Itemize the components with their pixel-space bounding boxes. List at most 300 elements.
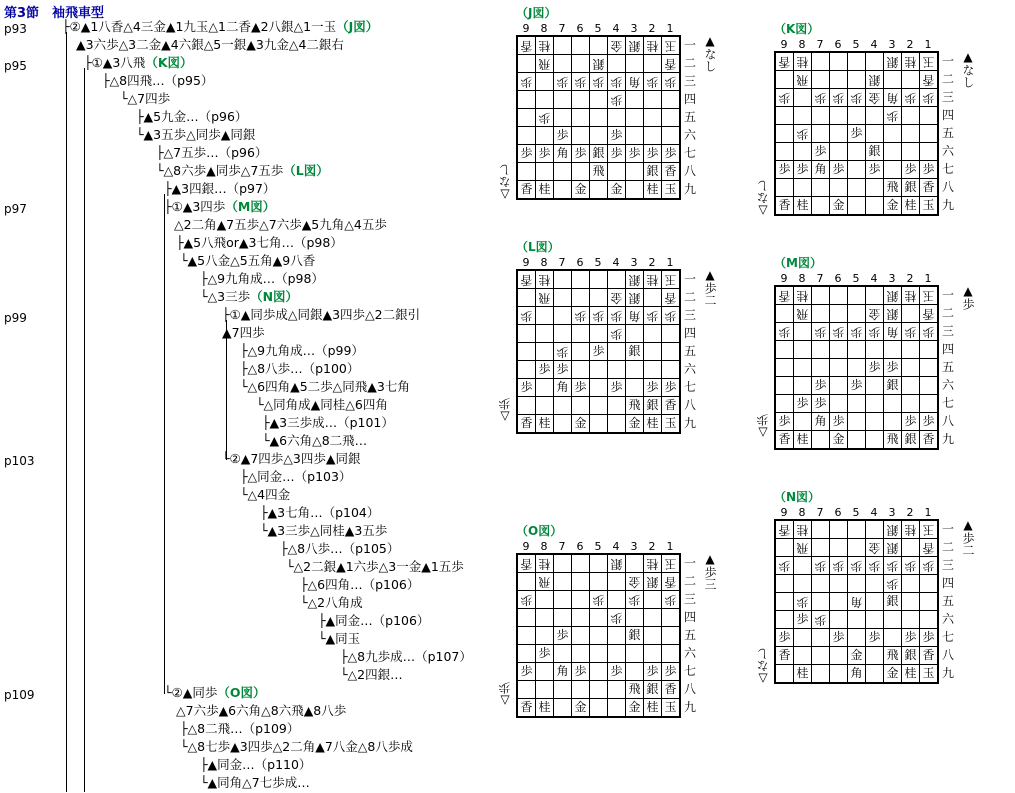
board-square: 桂 (644, 181, 661, 198)
file-label: 8 (540, 22, 548, 35)
board-square (554, 415, 571, 432)
board-square (812, 359, 829, 376)
tree-move-text: ├①▲3四歩 (164, 199, 226, 214)
board-square: 銀 (902, 179, 919, 196)
board-square (644, 645, 661, 662)
tree-move-text: └▲5八金△5五角▲9八香 (180, 253, 316, 268)
board-square (590, 627, 607, 644)
board-square (776, 665, 793, 682)
board-square (590, 663, 607, 680)
board-square: 歩 (644, 379, 661, 396)
tree-move-text: └②▲7四歩△3四歩▲同銀 (222, 451, 361, 466)
board-square (902, 107, 919, 124)
board-square (866, 665, 883, 682)
file-label: 3 (888, 272, 896, 285)
board-square (920, 593, 937, 610)
board-square (812, 629, 829, 646)
tree-move-text: ├▲同金…（p106） (318, 613, 430, 628)
board-square: 歩 (920, 629, 937, 646)
board-square: 歩 (812, 89, 829, 106)
file-label: 4 (612, 540, 620, 553)
tree-guide-line (164, 194, 165, 694)
board-square: 歩 (644, 307, 661, 324)
tree-line (222, 324, 265, 341)
rank-label: 二 (942, 72, 955, 86)
file-label: 5 (852, 38, 860, 51)
board-square (536, 163, 553, 180)
board-square (662, 91, 679, 108)
board-square (554, 271, 571, 288)
board-square (626, 163, 643, 180)
board-square: 角 (884, 323, 901, 340)
board-square: 玉 (920, 197, 937, 214)
rank-label: 七 (684, 664, 697, 678)
board-square (554, 609, 571, 626)
board-square (794, 89, 811, 106)
board-square (848, 161, 865, 178)
board-square: 飛 (536, 289, 553, 306)
board-square (590, 609, 607, 626)
diagram-marker: （N図） (250, 289, 299, 304)
board-square: 歩 (812, 377, 829, 394)
board-square (554, 163, 571, 180)
tree-line (222, 450, 360, 467)
rank-label: 二 (684, 574, 697, 588)
rank-label: 六 (684, 646, 697, 660)
board-square (884, 395, 901, 412)
board-square (554, 109, 571, 126)
board-square (848, 359, 865, 376)
file-label: 6 (576, 540, 584, 553)
rank-label: 六 (942, 144, 955, 158)
tree-move-text: ├▲同金…（p110） (200, 757, 312, 772)
board-square (518, 325, 535, 342)
board-square: 歩 (590, 343, 607, 360)
board-square (830, 395, 847, 412)
tree-line (262, 432, 367, 449)
board-square (518, 361, 535, 378)
file-label: 8 (798, 38, 806, 51)
board-square: 歩 (830, 161, 847, 178)
board-square: 歩 (536, 645, 553, 662)
board-square: 香 (518, 181, 535, 198)
board-square (830, 341, 847, 358)
board-square (662, 361, 679, 378)
board-square: 銀 (644, 163, 661, 180)
board-square: 香 (776, 431, 793, 448)
board-square (590, 681, 607, 698)
board-square (572, 163, 589, 180)
board-square: 角 (812, 413, 829, 430)
diagram-marker: （K図） (145, 55, 193, 70)
rank-label: 三 (942, 558, 955, 572)
rank-label: 七 (684, 380, 697, 394)
tree-move-text: └△2八角成 (300, 595, 363, 610)
board-square (608, 109, 625, 126)
board-square (848, 395, 865, 412)
rank-label: 二 (684, 290, 697, 304)
board-square: 金 (626, 415, 643, 432)
board-square (920, 377, 937, 394)
board-square: 歩 (608, 127, 625, 144)
board-square (536, 627, 553, 644)
board-square: 桂 (902, 197, 919, 214)
board-square (554, 289, 571, 306)
diagram-title: （M図） (774, 256, 822, 270)
board-square: 桂 (794, 53, 811, 70)
rank-label: 一 (942, 288, 955, 302)
board-square: 桂 (536, 181, 553, 198)
board-square (920, 395, 937, 412)
board-square (866, 107, 883, 124)
board-square (830, 539, 847, 556)
board-square (554, 37, 571, 54)
board-square (662, 609, 679, 626)
board-square (902, 305, 919, 322)
board-square: 銀 (626, 289, 643, 306)
board-square (590, 361, 607, 378)
board-square (554, 325, 571, 342)
board-square (866, 611, 883, 628)
diagram-title: （L図） (516, 240, 560, 254)
board-square (794, 341, 811, 358)
board-square: 歩 (662, 145, 679, 162)
rank-label: 九 (684, 700, 697, 714)
tree-line (200, 756, 311, 773)
board-square: 銀 (644, 573, 661, 590)
board-square: 玉 (920, 287, 937, 304)
board-square (626, 361, 643, 378)
board-square (794, 647, 811, 664)
board-square: 歩 (608, 73, 625, 90)
rank-label: 一 (942, 54, 955, 68)
file-label: 5 (852, 272, 860, 285)
board-square: 香 (776, 647, 793, 664)
tree-line (164, 180, 275, 197)
board-square (572, 289, 589, 306)
board-square: 歩 (536, 361, 553, 378)
board-square (554, 91, 571, 108)
rank-label: 六 (942, 378, 955, 392)
board-square (590, 699, 607, 716)
board-square (920, 143, 937, 160)
board-square (608, 163, 625, 180)
board-square: 歩 (776, 161, 793, 178)
file-label: 1 (666, 22, 674, 35)
board-square (626, 127, 643, 144)
tree-line (260, 522, 387, 539)
rank-label: 三 (942, 324, 955, 338)
board-square (626, 325, 643, 342)
board-square (518, 289, 535, 306)
board-square: 歩 (920, 161, 937, 178)
board-square (662, 627, 679, 644)
board-square (536, 379, 553, 396)
board-square: 歩 (848, 557, 865, 574)
rank-label: 七 (942, 162, 955, 176)
board-square: 銀 (884, 377, 901, 394)
shogi-board (774, 285, 939, 450)
tree-line (200, 288, 298, 305)
board-square: 香 (662, 55, 679, 72)
tree-move-text: ├②▲1八香△4三金▲1九玉△1二香▲2八銀△1一玉 (62, 19, 337, 34)
board-square (830, 377, 847, 394)
board-square (644, 343, 661, 360)
board-square: 玉 (920, 665, 937, 682)
board-square (902, 341, 919, 358)
board-square: 歩 (608, 379, 625, 396)
board-square: 歩 (644, 73, 661, 90)
tree-move-text: ├△9九角成…（p98） (200, 271, 324, 286)
board-square: 角 (626, 73, 643, 90)
board-square (590, 289, 607, 306)
board-square (920, 611, 937, 628)
file-label: 6 (576, 256, 584, 269)
board-square (848, 197, 865, 214)
board-square: 歩 (662, 379, 679, 396)
rank-label: 三 (684, 74, 697, 88)
board-square: 歩 (866, 161, 883, 178)
board-square: 金 (608, 181, 625, 198)
board-square (866, 179, 883, 196)
board-square: 歩 (812, 611, 829, 628)
file-label: 1 (666, 256, 674, 269)
board-square (776, 395, 793, 412)
file-label: 3 (630, 540, 638, 553)
board-square: 歩 (590, 307, 607, 324)
board-square (572, 343, 589, 360)
board-square: 歩 (590, 73, 607, 90)
rank-label: 五 (942, 360, 955, 374)
board-square: 歩 (776, 413, 793, 430)
tree-move-text: ├▲3三歩成…（p101） (262, 415, 394, 430)
gote-hand: △歩 (498, 682, 512, 708)
board-square: 玉 (662, 37, 679, 54)
board-square: 金 (830, 197, 847, 214)
board-square: 角 (848, 593, 865, 610)
rank-label: 二 (942, 306, 955, 320)
board-square: 金 (884, 665, 901, 682)
rank-label: 三 (684, 308, 697, 322)
board-square: 玉 (920, 521, 937, 538)
board-square (662, 109, 679, 126)
rank-label: 六 (942, 612, 955, 626)
board-square: 歩 (608, 91, 625, 108)
board-square (866, 53, 883, 70)
board-square: 金 (830, 431, 847, 448)
board-square: 香 (920, 539, 937, 556)
board-square: 玉 (662, 699, 679, 716)
board-square: 金 (626, 699, 643, 716)
board-square: 香 (662, 397, 679, 414)
rank-label: 一 (684, 272, 697, 286)
board-square: 桂 (794, 197, 811, 214)
file-label: 5 (594, 540, 602, 553)
board-square: 銀 (866, 71, 883, 88)
board-square (830, 521, 847, 538)
board-square (608, 361, 625, 378)
board-square: 香 (518, 555, 535, 572)
tree-move-text: └▲同玉 (318, 631, 361, 646)
board-square (920, 107, 937, 124)
board-square: 香 (920, 647, 937, 664)
board-square (830, 143, 847, 160)
board-square (848, 287, 865, 304)
board-square (536, 591, 553, 608)
board-square: 金 (608, 289, 625, 306)
board-square: 玉 (662, 415, 679, 432)
rank-label: 五 (942, 126, 955, 140)
tree-move-text: ├△8八歩…（p100） (240, 361, 360, 376)
rank-label: 七 (942, 630, 955, 644)
board-square (902, 395, 919, 412)
board-square (590, 271, 607, 288)
board-square: 桂 (902, 665, 919, 682)
board-square: 歩 (572, 73, 589, 90)
board-square (518, 109, 535, 126)
tree-line (340, 648, 472, 665)
board-square (572, 573, 589, 590)
board-square (572, 271, 589, 288)
board-square (920, 125, 937, 142)
board-square: 金 (866, 305, 883, 322)
board-square (608, 699, 625, 716)
board-square: 歩 (518, 379, 535, 396)
board-square: 歩 (830, 89, 847, 106)
tree-move-text: └②▲同歩 (164, 685, 218, 700)
board-square (536, 663, 553, 680)
tree-line (222, 306, 420, 323)
board-square (776, 575, 793, 592)
board-square: 桂 (794, 521, 811, 538)
tree-move-text: └△8七歩▲3四歩△2二角▲7八金△8八歩成 (180, 739, 413, 754)
tree-line (120, 90, 170, 107)
board-square (920, 359, 937, 376)
sente-hand: ▲歩三 (703, 552, 717, 590)
board-square (776, 305, 793, 322)
board-square: 銀 (884, 305, 901, 322)
board-square: 金 (572, 699, 589, 716)
board-square (572, 361, 589, 378)
tree-move-text: ├▲3四銀…（p97） (164, 181, 276, 196)
file-label: 6 (834, 272, 842, 285)
tree-line (102, 72, 213, 89)
tree-line (156, 144, 267, 161)
file-label: 2 (648, 540, 656, 553)
tree-move-text: └▲3五歩△同歩▲同銀 (136, 127, 256, 142)
board-square (884, 629, 901, 646)
tree-line (240, 342, 364, 359)
board-square: 歩 (884, 557, 901, 574)
diagram-marker: （O図） (217, 685, 266, 700)
board-square (554, 181, 571, 198)
board-square: 歩 (608, 145, 625, 162)
board-square: 香 (920, 305, 937, 322)
board-square (884, 71, 901, 88)
file-label: 4 (870, 272, 878, 285)
board-square: 歩 (812, 143, 829, 160)
page-ref: p109 (4, 688, 35, 702)
board-square (518, 573, 535, 590)
board-square (554, 645, 571, 662)
board-square (794, 575, 811, 592)
file-label: 8 (798, 272, 806, 285)
rank-label: 八 (942, 414, 955, 428)
rank-label: 九 (684, 416, 697, 430)
board-square (572, 55, 589, 72)
file-label: 7 (816, 38, 824, 51)
board-square (644, 109, 661, 126)
board-square (776, 125, 793, 142)
board-square: 桂 (536, 699, 553, 716)
tree-line (84, 54, 193, 71)
board-square (920, 575, 937, 592)
board-square (812, 521, 829, 538)
board-square: 歩 (884, 107, 901, 124)
rank-label: 六 (684, 128, 697, 142)
board-square: 香 (776, 287, 793, 304)
board-square (866, 593, 883, 610)
board-square (572, 555, 589, 572)
gote-hand: △なし (498, 164, 512, 202)
rank-label: 四 (684, 92, 697, 106)
board-square: 香 (776, 521, 793, 538)
tree-guide-line (226, 320, 227, 460)
board-square (830, 71, 847, 88)
board-square: 角 (554, 145, 571, 162)
board-square (626, 663, 643, 680)
board-square: 歩 (848, 377, 865, 394)
board-square (572, 325, 589, 342)
board-square (848, 107, 865, 124)
board-square (590, 397, 607, 414)
board-square: 金 (866, 539, 883, 556)
board-square (794, 413, 811, 430)
board-square (884, 413, 901, 430)
board-square: 歩 (794, 161, 811, 178)
board-square: 歩 (830, 629, 847, 646)
tree-move-text: △7六歩▲6六角△8六飛▲8八歩 (176, 703, 347, 718)
tree-line (318, 612, 429, 629)
board-square: 飛 (884, 431, 901, 448)
board-square: 歩 (572, 145, 589, 162)
diagram-marker: （J図） (336, 19, 379, 34)
board-square (554, 555, 571, 572)
tree-line (262, 414, 394, 431)
file-label: 9 (522, 22, 530, 35)
board-square: 歩 (830, 413, 847, 430)
board-square: 銀 (866, 143, 883, 160)
board-square: 金 (572, 415, 589, 432)
diagram-title: （O図） (516, 524, 563, 538)
board-square: 香 (776, 53, 793, 70)
file-label: 6 (834, 38, 842, 51)
board-square (848, 143, 865, 160)
tree-move-text: ├△同金…（p103） (240, 469, 352, 484)
board-square: 桂 (536, 415, 553, 432)
tree-guide-line (66, 32, 67, 792)
rank-label: 五 (684, 628, 697, 642)
tree-line (136, 126, 255, 143)
board-square (920, 341, 937, 358)
tree-line (240, 468, 351, 485)
board-square (590, 109, 607, 126)
file-label: 9 (780, 506, 788, 519)
board-square (812, 575, 829, 592)
board-square (848, 305, 865, 322)
board-square (644, 609, 661, 626)
board-square: 歩 (812, 323, 829, 340)
